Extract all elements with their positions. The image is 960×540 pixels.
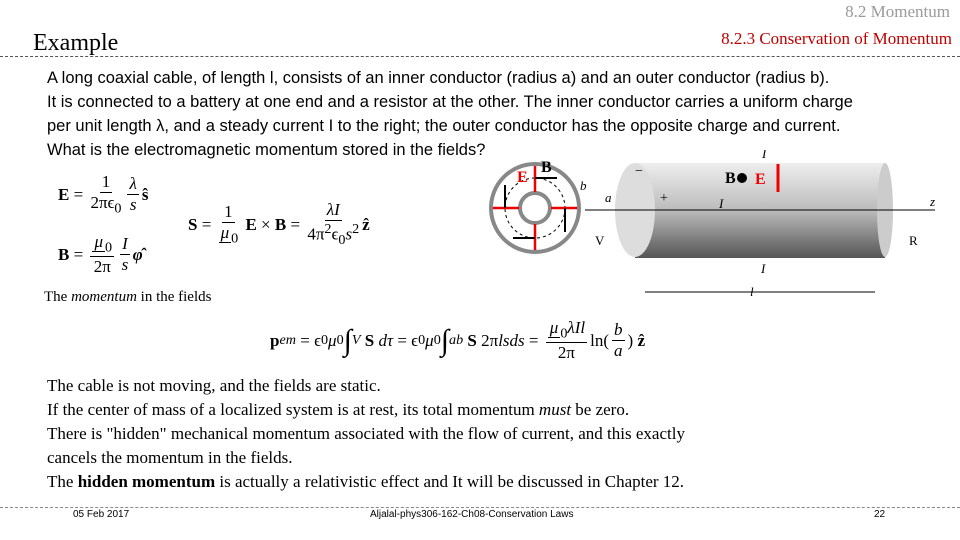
b-field-label: B [541,159,552,176]
equation-S: S = $\frac{1}{\mu _0}$ E × B = $\frac{\lambda I}{4\pi^2\epsilon_0s^2}$ ẑ [188,200,370,249]
z-axis-label: z [930,194,936,209]
e-field-label: E [517,169,528,186]
cross-section-diagram [491,159,579,252]
resistor-label: R [909,233,918,248]
text: must [538,400,572,419]
b-field-label-side: B [725,170,736,187]
length-label: l [750,284,754,299]
text: If the center of mass of a localized system is at rest, its total momentum [47,400,539,419]
charge-label: + [660,191,668,206]
problem-text [47,66,937,162]
coaxial-cable-diagram [485,150,945,300]
equation-E: E = $\frac{1}{2\pi\epsilon_0}$ $\frac{\lambda}{s}$ ŝ [58,172,149,217]
charge-label: − [635,164,643,179]
page-number: 22 [874,509,886,520]
text: is actually a relativistic effect and It will be discussed in Chapter 12. [215,472,685,491]
text: The [44,289,72,305]
text-line: cancels the momentum in the fields. [47,448,293,467]
current-label: I [719,196,724,211]
text-line: The cable is not moving, and the fields are static. [47,376,381,395]
subsection-header: 8.2.3 Conservation of Momentum [721,29,952,48]
equation-B: B = $\frac{\mu _0}{2\pi}$ $\frac{I}{s}$ φ̂ [58,232,143,277]
slide-title: Example [33,30,119,56]
text: hidden momentum [77,472,216,491]
problem-line: It is connected to a battery at one end and a resistor at the other. The inner conductor carries a uniform charge [47,93,853,111]
problem-line: per unit length λ, and a steady current I to the right; the outer conductor has the opposite charge and current. [47,117,841,135]
current-label: I [761,261,766,276]
footer-course: Aljalal-phys306-162-Ch08-Conservation Laws [370,509,574,520]
text: be zero. [571,400,630,419]
text: in the fields [136,289,212,305]
problem-line: What is the electromagnetic momentum stored in the fields? [47,141,486,159]
explanation-text [47,374,685,494]
radius-a-label: a [605,190,612,205]
problem-line: A long coaxial cable, of length l, consists of an inner conductor (radius a) and an outer conductor (radius b). [47,69,830,87]
header-divider [0,56,960,57]
e-field-label-side: E [755,171,766,188]
footer-divider [0,507,960,508]
footer-date: 05 Feb 2017 [73,509,130,520]
text-line [47,398,685,422]
text: The [47,472,78,491]
momentum-label [44,289,211,306]
radius-b-label: b [580,178,587,193]
current-label: I [762,150,767,161]
equation-p-em: p em = ϵ 0 μ 0 ∫ V S dτ = ϵ 0 μ 0 ∫ a b S 2π lsds = $\frac{\mu _0\lambda Il}{2\pi}$ ln( $\frac{b}{a}$ ) ẑ [270,318,645,363]
text-line: There is "hidden" mechanical momentum associated with the flow of current, and this exactly [47,424,685,443]
text-line [47,470,685,494]
section-header: 8.2 Momentum [845,2,950,21]
text: momentum [71,289,137,305]
battery-label: V [595,233,605,248]
